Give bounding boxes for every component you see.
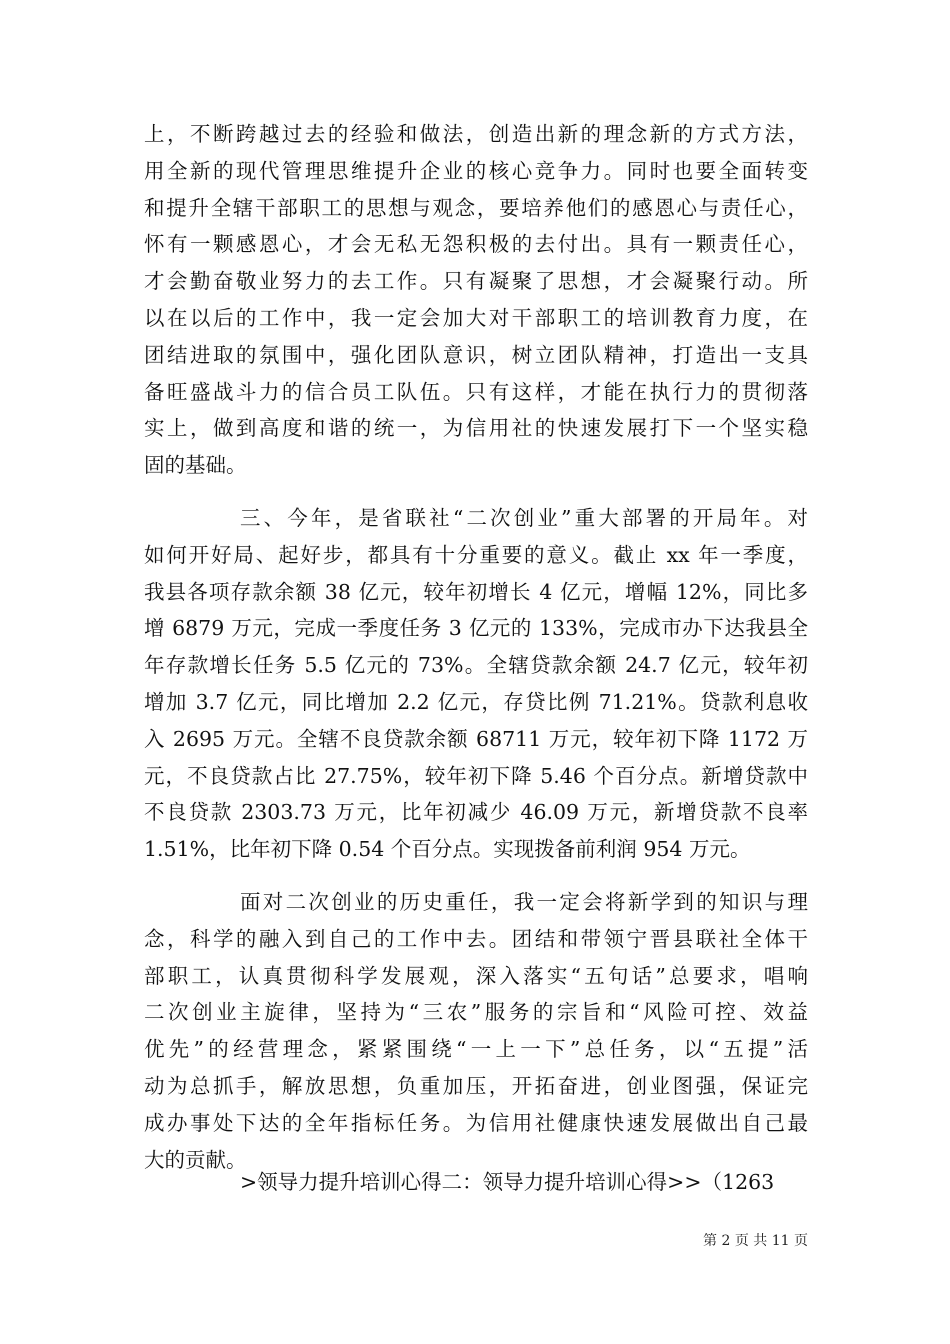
text-line: 实上，做到高度和谐的统一，为信用社的快速发展打下一个坚实稳 — [144, 416, 808, 441]
page-number: 第 2 页 共 11 页 — [703, 1233, 808, 1249]
text-line: 怀有一颗感恩心，才会无私无怨积极的去付出。具有一颗责任心， — [144, 232, 808, 257]
text-line: 元，不良贷款占比 27.75%，较年初下降 5.46 个百分点。新增贷款中 — [144, 763, 808, 788]
next-article-link[interactable] — [144, 1164, 808, 1201]
text-line: 优先”的经营理念，紧紧围绕“一上一下”总任务，以“五提”活 — [144, 1037, 808, 1062]
text-line: 固的基础。 — [144, 453, 247, 478]
text-line: 三、今年，是省联社“二次创业”重大部署的开局年。对 — [240, 506, 808, 530]
next-article-link-text[interactable]: >领导力提升培训心得二：领导力提升培训心得>>（1263 — [240, 1170, 775, 1194]
text-line: 增 6879 万元，完成一季度任务 3 亿元的 133%，完成市办下达我县全 — [144, 616, 808, 641]
paragraph-leadership-training — [144, 116, 808, 484]
text-line: 备旺盛战斗力的信合员工队伍。只有这样，才能在执行力的贯彻落 — [144, 379, 808, 404]
text-line: 才会勤奋敬业努力的去工作。只有凝聚了思想，才会凝聚行动。所 — [144, 269, 808, 294]
text-line: 入 2695 万元。全辖不良贷款余额 68711 万元，较年初下降 1172 万 — [144, 726, 808, 751]
text-line: 以在以后的工作中，我一定会加大对干部职工的培训教育力度，在 — [144, 305, 808, 330]
paragraph-second-venture — [144, 884, 808, 1178]
text-line: 增加 3.7 亿元，同比增加 2.2 亿元，存贷比例 71.21%。贷款利息收 — [144, 689, 808, 714]
text-line: 1.51%，比年初下降 0.54 个百分点。实现拨备前利润 954 万元。 — [144, 837, 751, 862]
paragraph-business-statistics — [144, 500, 808, 868]
text-line: 如何开好局、起好步，都具有十分重要的意义。截止 xx 年一季度， — [144, 542, 808, 567]
text-line: 二次创业主旋律，坚持为“三农”服务的宗旨和“风险可控、效益 — [144, 1000, 808, 1025]
text-line: 和提升全辖干部职工的思想与观念，要培养他们的感恩心与责任心， — [144, 195, 808, 220]
text-line: 面对二次创业的历史重任，我一定会将新学到的知识与理 — [240, 890, 808, 914]
text-line: 动为总抓手，解放思想，负重加压，开拓奋进，创业图强，保证完 — [144, 1073, 808, 1098]
text-line: 团结进取的氛围中，强化团队意识，树立团队精神，打造出一支具 — [144, 342, 808, 367]
text-line: 用全新的现代管理思维提升企业的核心竞争力。同时也要全面转变 — [144, 158, 808, 183]
text-line: 部职工，认真贯彻科学发展观，深入落实“五句话”总要求，唱响 — [144, 963, 808, 988]
text-line: 年存款增长任务 5.5 亿元的 73%。全辖贷款余额 24.7 亿元，较年初 — [144, 653, 808, 678]
text-line: 我县各项存款余额 38 亿元，较年初增长 4 亿元，增幅 12%，同比多 — [144, 579, 808, 604]
text-line: 成办事处下达的全年指标任务。为信用社健康快速发展做出自己最 — [144, 1110, 808, 1135]
text-line: 大的贡献。 — [144, 1147, 247, 1172]
text-line: 上，不断跨越过去的经验和做法，创造出新的理念新的方式方法， — [144, 122, 808, 146]
text-line: 念，科学的融入到自己的工作中去。团结和带领宁晋县联社全体干 — [144, 926, 808, 951]
text-line: 不良贷款 2303.73 万元，比年初减少 46.09 万元，新增贷款不良率 — [144, 800, 808, 825]
